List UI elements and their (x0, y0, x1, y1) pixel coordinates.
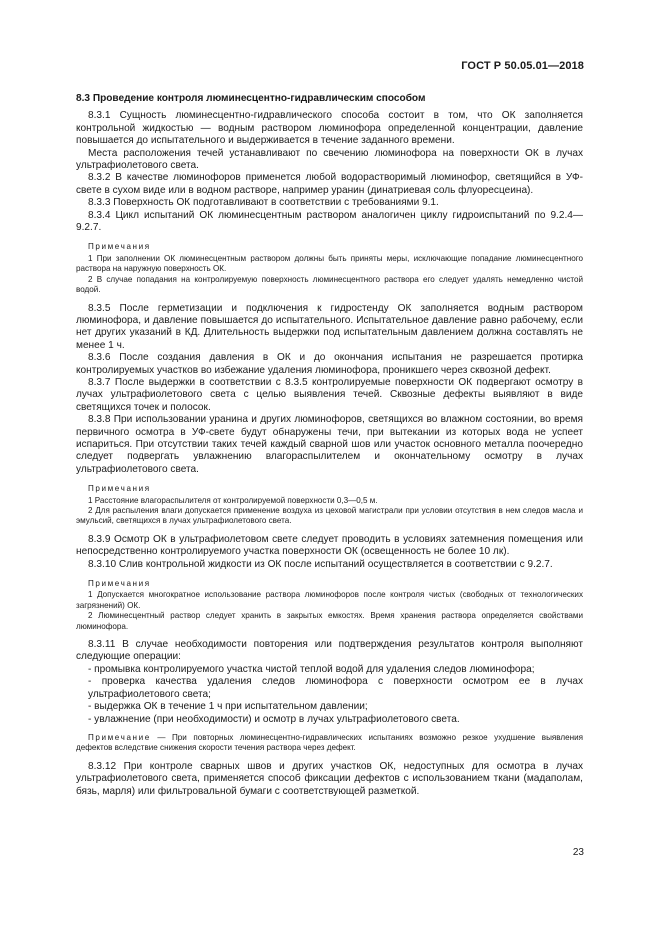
note-item: 1 Расстояние влагораспылителя от контролируемой поверхности 0,3—0,5 м. (88, 495, 378, 505)
note-item: 2 В случае попадания на контролируемую поверхность люминесцентного раствора его следует удалять немедленно чистой водой. (76, 274, 583, 295)
paragraph-8-3-3: 8.3.3 Поверхность ОК подготавливают в соответствии с требованиями 9.1. (88, 197, 439, 209)
operations-list (76, 664, 583, 726)
notes-block-1 (76, 242, 583, 295)
notes-heading: Примечания (88, 579, 151, 589)
paragraph-8-3-10: 8.3.10 Слив контрольной жидкости из ОК после испытаний осуществляется в соответствии с 9.2.7. (88, 558, 553, 570)
notes-heading: Примечания (88, 484, 151, 494)
document-code: ГОСТ Р 50.05.01—2018 (461, 60, 584, 72)
note-item: 1 При заполнении ОК люминесцентным раствором должны быть приняты меры, исключающие попадание люминесцентного раствора на наружную поверхность ОК. (76, 253, 583, 274)
notes-heading: Примечания (88, 242, 151, 252)
note-heading: Примечание (88, 732, 151, 742)
paragraph-8-3-4: 8.3.4 Цикл испытаний ОК люминесцентным раствором аналогичен циклу гидроиспытаний по 9.2.4—9.2.7. (76, 209, 583, 234)
note-block-4 (76, 733, 583, 754)
note-item: 2 Люминесцентный раствор следует хранить в закрытых емкостях. Время хранения раствора определяется свойствами люминофора. (76, 611, 583, 631)
document-body (76, 93, 583, 798)
paragraph-8-3-11: 8.3.11 В случае необходимости повторения или подтверждения результатов контроля выполняют следующие операции: (76, 639, 583, 663)
list-item: - проверка качества удаления следов люминофора с поверхности осмотром ее в лучах ультрафиолетового света; (88, 676, 583, 700)
list-item: - промывка контролируемого участка чистой теплой водой для удаления следов люминофора; (88, 663, 535, 675)
list-item: - увлажнение (при необходимости) и осмотр в лучах ультрафиолетового света. (88, 713, 460, 725)
paragraph-8-3-5: 8.3.5 После герметизации и подключения к гидростенду ОК заполняется водным раствором люминофора, и давление повышается до испытательного. Испытательное давление равно рабочему, если нет других указаний в КД. Длительность выдержки под испытательным давлением должна составлять не менее 1 ч. (76, 302, 583, 351)
list-item: - выдержка ОК в течение 1 ч при испытательном давлении; (88, 701, 368, 713)
paragraph-8-3-2: 8.3.2 В качестве люминофоров применется любой водорастворимый люминофор, светящийся в УФ-свете в сухом виде или в водном растворе, например уранин (динатриевая соль флуоресцеина). (76, 172, 583, 196)
paragraph-8-3-7: 8.3.7 После выдержки в соответствии с 8.3.5 контролируемые поверхности ОК подвергают осмотру в лучах ультрафиолетового света с целью выявления течей. Сквозные дефекты выявляют в виде светящихся точек и полосок. (76, 376, 583, 413)
paragraph-8-3-9: 8.3.9 Осмотр ОК в ультрафиолетовом свете следует проводить в условиях затемнения помещения или непосредственно контролируемого участка поверхности ОК (освещенность не более 10 лк). (76, 533, 583, 558)
paragraph-leak-locations: Места расположения течей устанавливают по свечению люминофора на поверхности ОК в лучах ультрафиолетового света. (76, 147, 583, 172)
paragraph-8-3-8: 8.3.8 При использовании уранина и других люминофоров, светящихся во влажном состоянии, во время первичного осмотра в УФ-свете будут обнаружены течи, при вытекании из которых вода не успеет испариться. При отсутствии таких течей каждый сварной шов или участок основного металла поочередно следует подвергать увлажнению влагораспылителем и окончательному осмотру в лучах ультрафиолетового света. (76, 414, 583, 475)
paragraph-8-3-1: 8.3.1 Сущность люминесцентно-гидравлического способа состоит в том, что ОК заполняется контрольной жидкостью — водным раствором люминофора определенной концентрации, давление повышается до испытательного и выдерживается в течение заданного времени. (76, 110, 583, 147)
notes-block-2 (76, 484, 583, 527)
page-number: 23 (572, 847, 584, 858)
note-item: 2 Для распыления влаги допускается применение воздуха из цеховой магистрали при условии отсутствия в нем следов масла и эмульсий, светящихся в лучах ультрафиолетового света. (76, 506, 583, 526)
paragraph-8-3-6: 8.3.6 После создания давления в ОК и до окончания испытания не разрешается протирка контролируемых участков во избежание удаления люминофора, проникшего через сквозной дефект. (76, 352, 583, 376)
section-title: 8.3 Проведение контроля люминесцентно-гидравлическим способом (76, 93, 426, 104)
note-item: 1 Допускается многократное использование раствора люминофоров после контроля чистых (свободных от технологических загрязнений) ОК. (76, 590, 583, 610)
note-text: — При повторных люминесцентно-гидравлических испытаниях возможно резкое ухудшение выявления дефектов вследствие снижения скорости течения раствора через дефект. (76, 732, 583, 753)
notes-block-3 (76, 579, 583, 632)
paragraph-8-3-12: 8.3.12 При контроле сварных швов и других участков ОК, недоступных для осмотра в лучах ультрафиолетового света, применяется способ фиксации дефектов с использованием ткани (мадаполам, бязь, марля) или фильтровальной бумаги с соответствующей разметкой. (76, 760, 583, 797)
